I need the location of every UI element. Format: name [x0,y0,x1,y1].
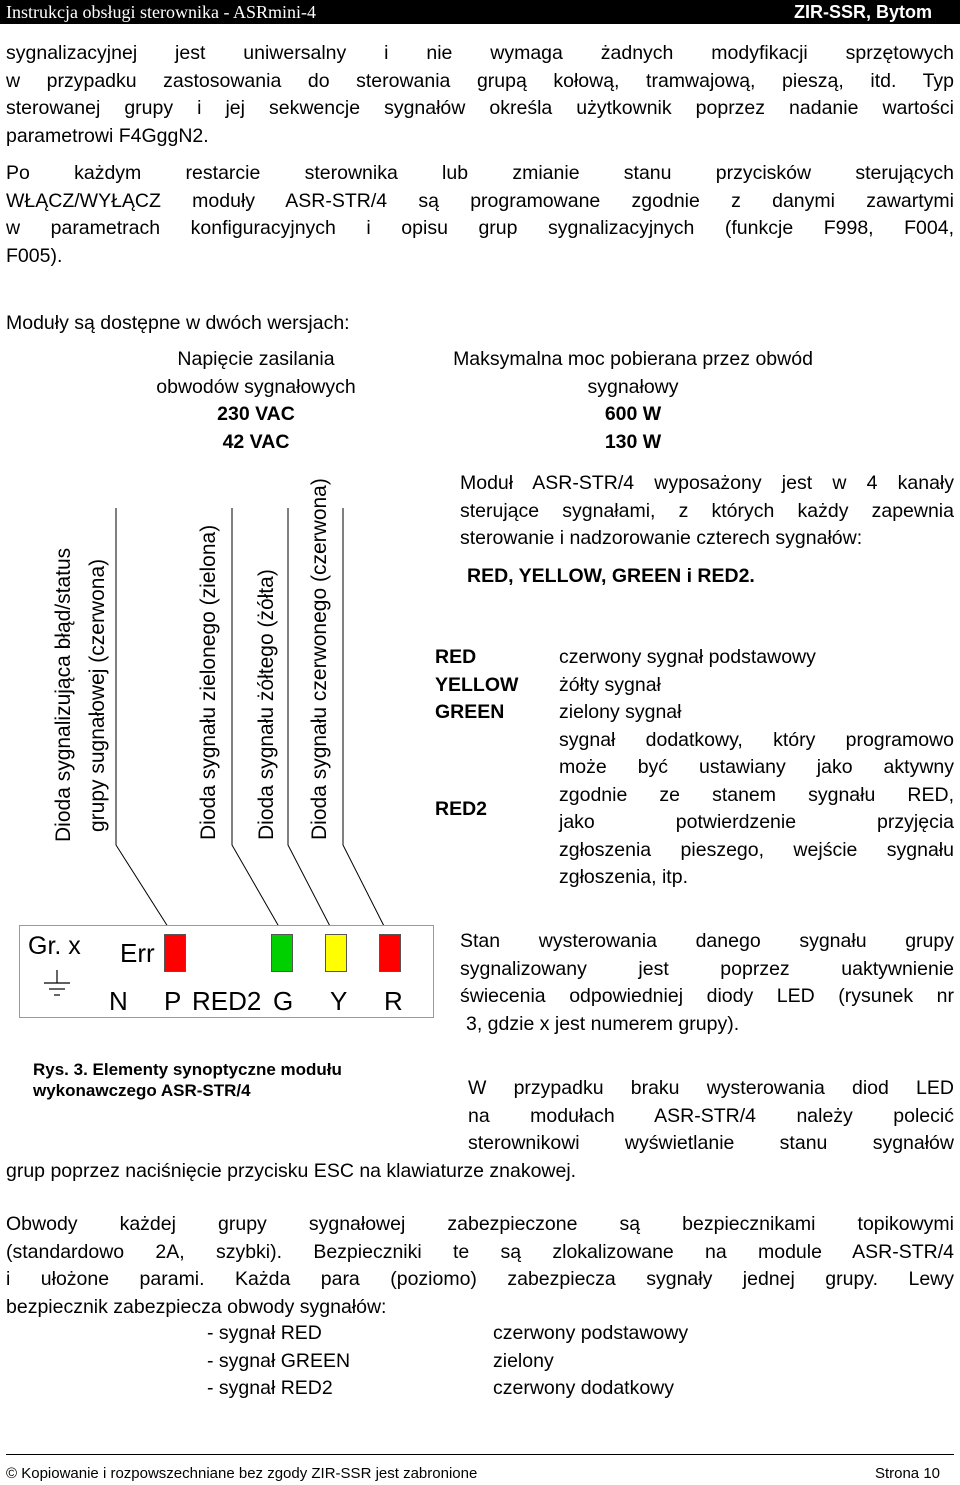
fuse-list-signals [207,1320,350,1403]
group-label: Gr. x [28,932,81,960]
yellow-led [325,934,347,972]
module-description: Moduł ASR-STR/4 wyposażony jest w 4 kanały sterujące sygnałami, z których każdy zapewnia sterowanie i nadzorowanie czterech sygnałów: [460,472,954,549]
red-led [379,934,401,972]
leader-line-red [343,508,387,932]
signal-name-yellow: YELLOW [435,673,519,696]
leader-line-err [116,508,170,930]
paragraph-no-led-end: grup poprzez naciśnięcie przycisku ESC na klawiaturze znakowej. [6,1160,577,1182]
label-err-led-group: grupy sugnałowej (czerwona) [86,558,109,832]
signal-desc-yellow: żółty sygnał [559,673,661,696]
signal-names [435,644,555,727]
signal-desc-green: zielony sygnał [559,701,682,723]
label-err-led: Dioda sygnalizująca błąd/status [52,547,75,842]
list-item: czerwony podstawowy [493,1322,689,1344]
label-green-led: Dioda sygnału zielonego (zielona) [197,524,220,840]
signal-name-green: GREEN [435,701,505,723]
terminal-y: Y [330,986,348,1016]
paragraph-no-led: W przypadku braku wysterowania diod LED na modułach ASR-STR/4 należy polecić sterownikowi wyświetlanie stanu sygnałów [468,1077,954,1154]
signal-name-red2: RED2 [435,798,488,820]
signals-list: RED, YELLOW, GREEN i RED2. [467,565,755,587]
versions-intro: Moduły są dostępne w dwóch wersjach: [6,312,350,334]
green-led [271,934,293,972]
versions-col-voltage: Napięcie zasilania obwodów sygnałowych 230 VAC 42 VAC [96,346,416,456]
list-item: czerwony dodatkowy [493,1377,675,1399]
list-item: zielony [493,1349,554,1372]
fuse-list-descriptions [493,1320,688,1403]
paragraph-signal-config: sygnalizacyjnej jest uniwersalny i nie wymaga żadnych modyfikacji sprzętowych w przypadku zastosowania do sterowania grupą kołową, tramwajową, pieszą, itd. Typ sterowanej grupy i jej sekwencje sygnałów określa użytkownik poprzez nadanie wartości parametrowi F4GggN2. [6,42,954,147]
terminal-r: R [384,986,403,1016]
terminal-g: G [273,986,294,1016]
paragraph-fuses: Obwody każdej grupy sygnałowej zabezpieczone są bezpiecznikami topikowymi (standardowo 2A, szybki). Bezpieczniki te są zlokalizowane na module ASR-STR/4 i ułożone parami. Każda para (poziomo) zabezpiecza sygnały jednej grupy. Lewy bezpiecznik zabezpiecza obwody sygnałów: [6,1213,954,1318]
footer-copyright: © Kopiowanie i rozpowszechniane bez zgody ZIR-SSR jest zabronione [6,1465,478,1482]
footer-divider [6,1454,954,1455]
label-yellow-led: Dioda sygnału żółtego (żółta) [255,569,278,840]
header-company: ZIR-SSR, Bytom [793,2,932,22]
label-red-led: Dioda sygnału czerwonego (czerwona) [308,478,331,840]
list-item: - sygnał GREEN [207,1349,351,1372]
figure-caption: Rys. 3. Elementy synoptyczne modułu wykonawczego ASR-STR/4 [33,1060,342,1100]
terminal-p: P [164,986,182,1016]
list-item: - sygnał RED [207,1322,322,1344]
header-title: Instrukcja obsługi sterownika - ASRmini-4 [6,2,316,22]
voltage-value: 42 VAC [222,430,290,453]
terminal-n: N [109,986,128,1016]
paragraph-restart: Po każdym restarcie sterownika lub zmianie stanu przycisków sterujących WŁĄCZ/WYŁĄCZ moduły ASR-STR/4 są programowane zgodnie z danymi zawartymi w parametrach konfiguracyjnych i opisu grup sygnalizacyjnych (funkcje F998, F004, F005). [6,162,954,267]
versions-col-power: Maksymalna moc pobierana przez obwód sygnałowy 600 W 130 W [400,346,866,456]
signal-desc-red: czerwony sygnał podstawowy [559,646,816,668]
voltage-value: 230 VAC [217,403,295,425]
page-number: Strona 10 [874,1465,940,1482]
power-value: 130 W [604,430,662,453]
terminal-red2: RED2 [192,986,262,1016]
signal-descriptions: czerwony sygnał podstawowy żółty sygnał zielony sygnał sygnał dodatkowy, który programowo może być ustawiany jako aktywny zgodnie ze stanem sygnału RED, jako potwierdzenie przyjęcia zgłoszenia pieszego, wejście sygnału zgłoszenia, itp. [559,646,954,888]
power-value: 600 W [604,403,662,425]
ground-icon [42,970,72,1010]
module-panel [19,925,434,1018]
err-label: Err [120,938,155,968]
state-description: Stan wysterowania danego sygnału grupy sygnalizowany jest poprzez uaktywnienie świecenia odpowiedniej diody LED (rysunek nr 3, gdzie x jest numerem grupy). [460,930,954,1035]
signal-name-red: RED [435,646,477,668]
list-item: - sygnał RED2 [207,1377,333,1399]
err-led [164,934,186,972]
